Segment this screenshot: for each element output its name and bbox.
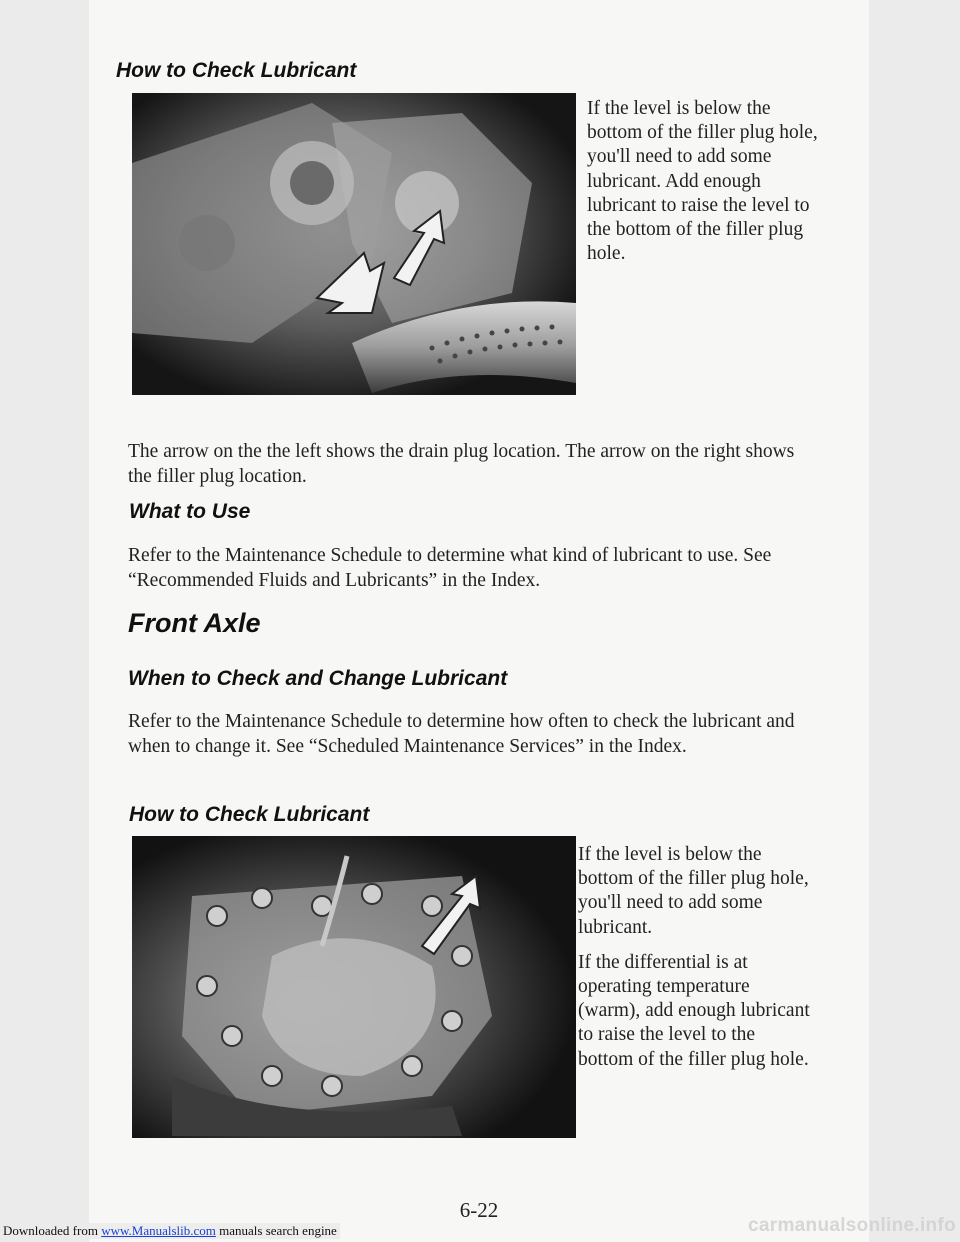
section-heading-how-to-check-front: How to Check Lubricant: [129, 803, 370, 826]
what-to-use-text: Refer to the Maintenance Schedule to determine what kind of lubricant to use. See “Recommended Fluids and Lubricants” in the Index.: [128, 545, 772, 591]
manualslib-link[interactable]: www.Manualslib.com: [101, 1223, 216, 1238]
section-heading-how-to-check: How to Check Lubricant: [116, 59, 357, 82]
download-footer: [0, 1223, 340, 1239]
section-heading-what-to-use: What to Use: [129, 500, 251, 523]
when-to-check-text: Refer to the Maintenance Schedule to determine how often to check the lubricant and when to change it. See “Scheduled Maintenance Services” in the Index.: [128, 711, 795, 757]
front-axle-side-text-1: If the level is below the bottom of the filler plug hole, you'll need to add some lubricant.: [578, 844, 809, 938]
section-heading-when-to-check: When to Check and Change Lubricant: [128, 667, 508, 690]
page-number: 6-22: [459, 1198, 499, 1222]
front-axle-side-text: [578, 843, 810, 1072]
rear-axle-photo-graphic: [132, 93, 576, 395]
front-axle-photo-graphic: [132, 836, 576, 1138]
download-footer-suffix: manuals search engine: [215, 1223, 337, 1238]
watermark-text: carmanualsonline.info: [748, 1215, 956, 1236]
front-axle-photo: [132, 836, 576, 1138]
manual-page: [89, 0, 869, 1242]
front-axle-side-text-2: If the differential is at operating temperature (warm), add enough lubricant to raise the level to the bottom of the filler plug hole.: [578, 951, 810, 1070]
rear-axle-side-text: If the level is below the bottom of the filler plug hole, you'll need to add some lubricant. Add enough lubricant to raise the level to the bottom of the filler plug hole.: [587, 98, 818, 265]
rear-axle-photo: [132, 93, 576, 395]
section-title-front-axle: Front Axle: [128, 608, 261, 638]
photo-caption: The arrow on the the left shows the drain plug location. The arrow on the right shows the filler plug location.: [128, 441, 795, 487]
download-footer-prefix: Downloaded from: [3, 1223, 102, 1238]
